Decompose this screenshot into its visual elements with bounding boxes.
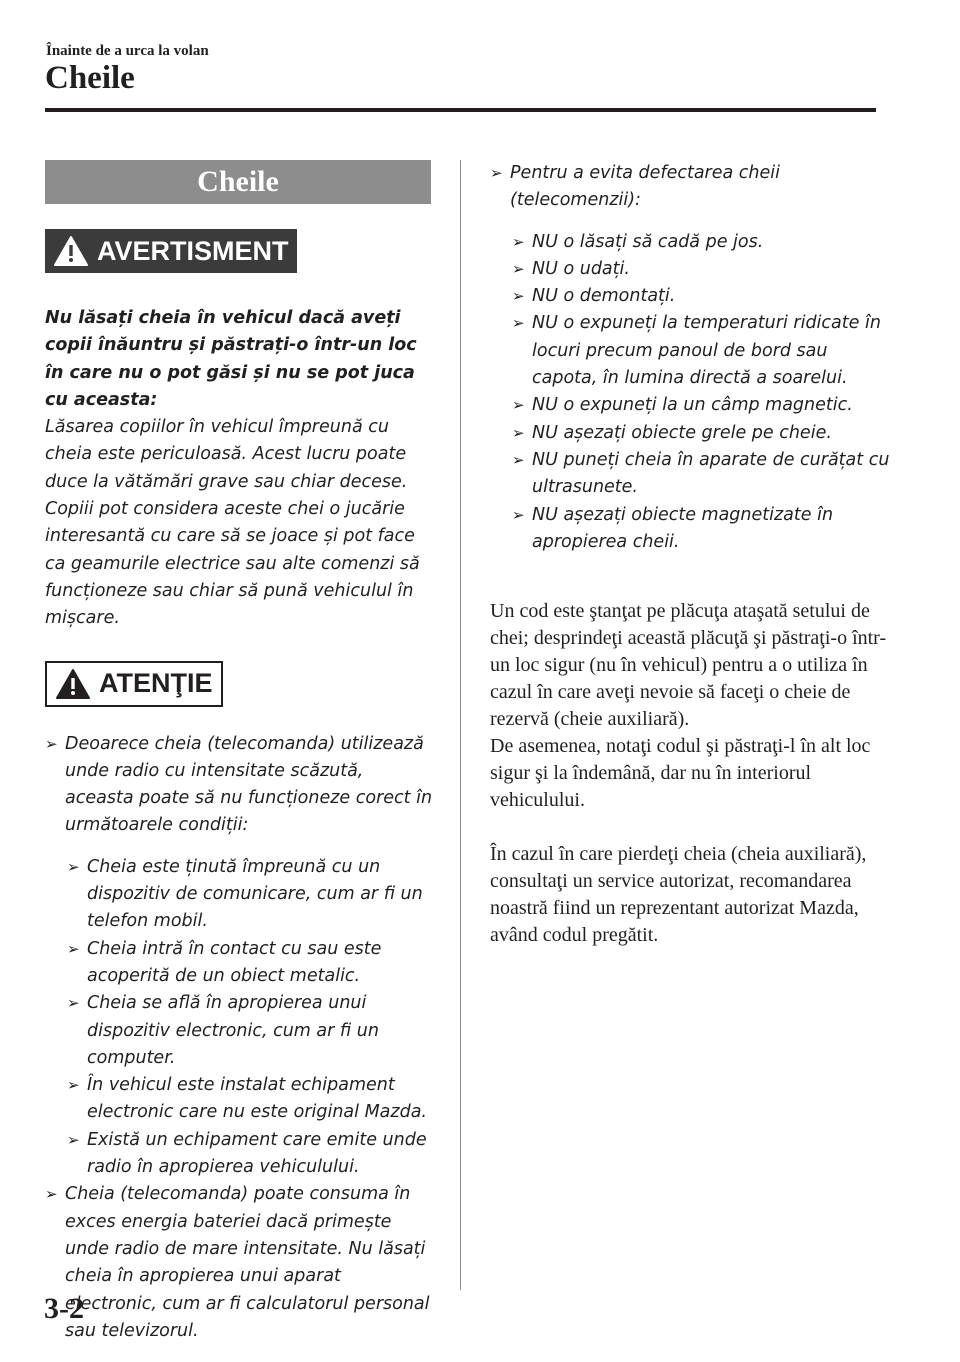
arrow-bullet-icon: ➢ — [512, 505, 525, 524]
arrow-bullet-icon: ➢ — [512, 396, 525, 415]
arrow-bullet-icon: ➢ — [512, 232, 525, 251]
list-item: ➢ Cheia (telecomanda) poate consuma în exces energia bateriei dacă primește unde radio de mare intensitate. Nu lăsați cheia în apropierea unui aparat electronic, cum ar fi calculatorul personal sau televizorul. — [45, 1181, 435, 1345]
warning-triangle-icon — [53, 235, 89, 267]
list-item: ➢ Cheia intră în contact cu sau este acoperită de un obiect metalic. — [45, 936, 435, 991]
column-divider — [460, 160, 461, 1290]
arrow-bullet-icon: ➢ — [512, 423, 525, 442]
warning-triangle-icon — [55, 668, 91, 700]
breadcrumb: Înainte de a urca la volan — [46, 43, 209, 59]
list-item: ➢ NU o expuneți la temperaturi ridicate în locuri precum panoul de bord sau capota, în lumina directă a soarelui. — [490, 310, 890, 392]
warning-text: Lăsarea copiilor în vehicul împreună cu cheia este periculoasă. Acest lucru poate duce la vătămări grave sau chiar decese. Copiii pot considera aceste chei o jucărie interesantă cu care să se joace și pot face ca geamurile electrice sau alte comenzi să funcționeze sau chiar să pună vehiculul în mișcare. — [45, 417, 420, 629]
arrow-bullet-icon: ➢ — [67, 1076, 80, 1095]
warning-label: AVERTISMENT — [97, 235, 289, 266]
arrow-bullet-icon: ➢ — [512, 450, 525, 469]
page-number: 3-2 — [44, 1292, 84, 1325]
list-item: ➢ NU o lăsați să cadă pe jos. — [490, 229, 890, 256]
caution-label: ATENŢIE — [99, 668, 213, 699]
list-item: ➢ NU așezați obiecte grele pe cheie. — [490, 420, 890, 447]
list-item: ➢ NU o expuneți la un câmp magnetic. — [490, 392, 890, 419]
list-item: ➢ În vehicul este instalat echipament electronic care nu este original Mazda. — [45, 1072, 435, 1127]
list-item: ➢ Deoarece cheia (telecomanda) utilizează unde radio cu intensitate scăzută, aceasta poate să nu funcționeze corect în următoarele condiții: — [45, 731, 435, 840]
arrow-bullet-icon: ➢ — [45, 734, 58, 753]
warning-heading: Nu lăsați cheia în vehicul dacă aveți copii înăuntru și păstrați-o într-un loc în care nu o pot găsi și nu se pot juca cu aceasta: — [45, 308, 417, 410]
list-item: ➢ NU puneți cheia în aparate de curățat cu ultrasunete. — [490, 447, 890, 502]
page-title: Cheile — [45, 60, 135, 96]
list-item: ➢ NU o udați. — [490, 256, 890, 283]
arrow-bullet-icon: ➢ — [512, 287, 525, 306]
warning-badge — [45, 229, 297, 273]
arrow-bullet-icon: ➢ — [45, 1185, 58, 1204]
list-item: ➢ NU o demontați. — [490, 283, 890, 310]
arrow-bullet-icon: ➢ — [67, 939, 80, 958]
right-column — [490, 160, 890, 949]
caution-list — [45, 731, 435, 1346]
body-paragraph: De asemenea, notaţi codul şi păstraţi-l în alt loc sigur şi la îndemână, dar nu în interiorul vehiculului. — [490, 735, 871, 812]
body-paragraph: În cazul în care pierdeţi cheia (cheia auxiliară), consultaţi un service autorizat, recomandarea noastră fiind un reprezentant autorizat Mazda, având codul pregătit. — [490, 843, 867, 947]
body-paragraph: Un cod este ştanţat pe plăcuţa ataşată setului de chei; desprindeţi această plăcuţă şi păstraţi-o într-un loc sigur (nu în vehicul) pentru a o utiliza în cazul în care aveţi nevoie să faceţi o cheie de rezervă (cheie auxiliară). — [490, 600, 887, 731]
left-column — [45, 160, 435, 1345]
arrow-bullet-icon: ➢ — [512, 314, 525, 333]
list-item: ➢ Există un echipament care emite unde radio în apropierea vehiculului. — [45, 1127, 435, 1182]
arrow-bullet-icon: ➢ — [67, 994, 80, 1013]
section-title: Cheile — [45, 160, 431, 204]
list-item: ➢ Cheia se află în apropierea unui dispozitiv electronic, cum ar fi un computer. — [45, 990, 435, 1072]
arrow-bullet-icon: ➢ — [67, 857, 80, 876]
caution-badge — [45, 661, 223, 707]
arrow-bullet-icon: ➢ — [67, 1130, 80, 1149]
arrow-bullet-icon: ➢ — [512, 259, 525, 278]
arrow-bullet-icon: ➢ — [490, 164, 503, 182]
header-rule — [45, 108, 876, 112]
list-item: ➢ NU așezați obiecte magnetizate în apropierea cheii. — [490, 502, 890, 557]
list-item: ➢ Cheia este ținută împreună cu un dispozitiv de comunicare, cum ar fi un telefon mobil. — [45, 854, 435, 936]
list-item: ➢ Pentru a evita defectarea cheii (telecomenzii): — [490, 160, 890, 215]
